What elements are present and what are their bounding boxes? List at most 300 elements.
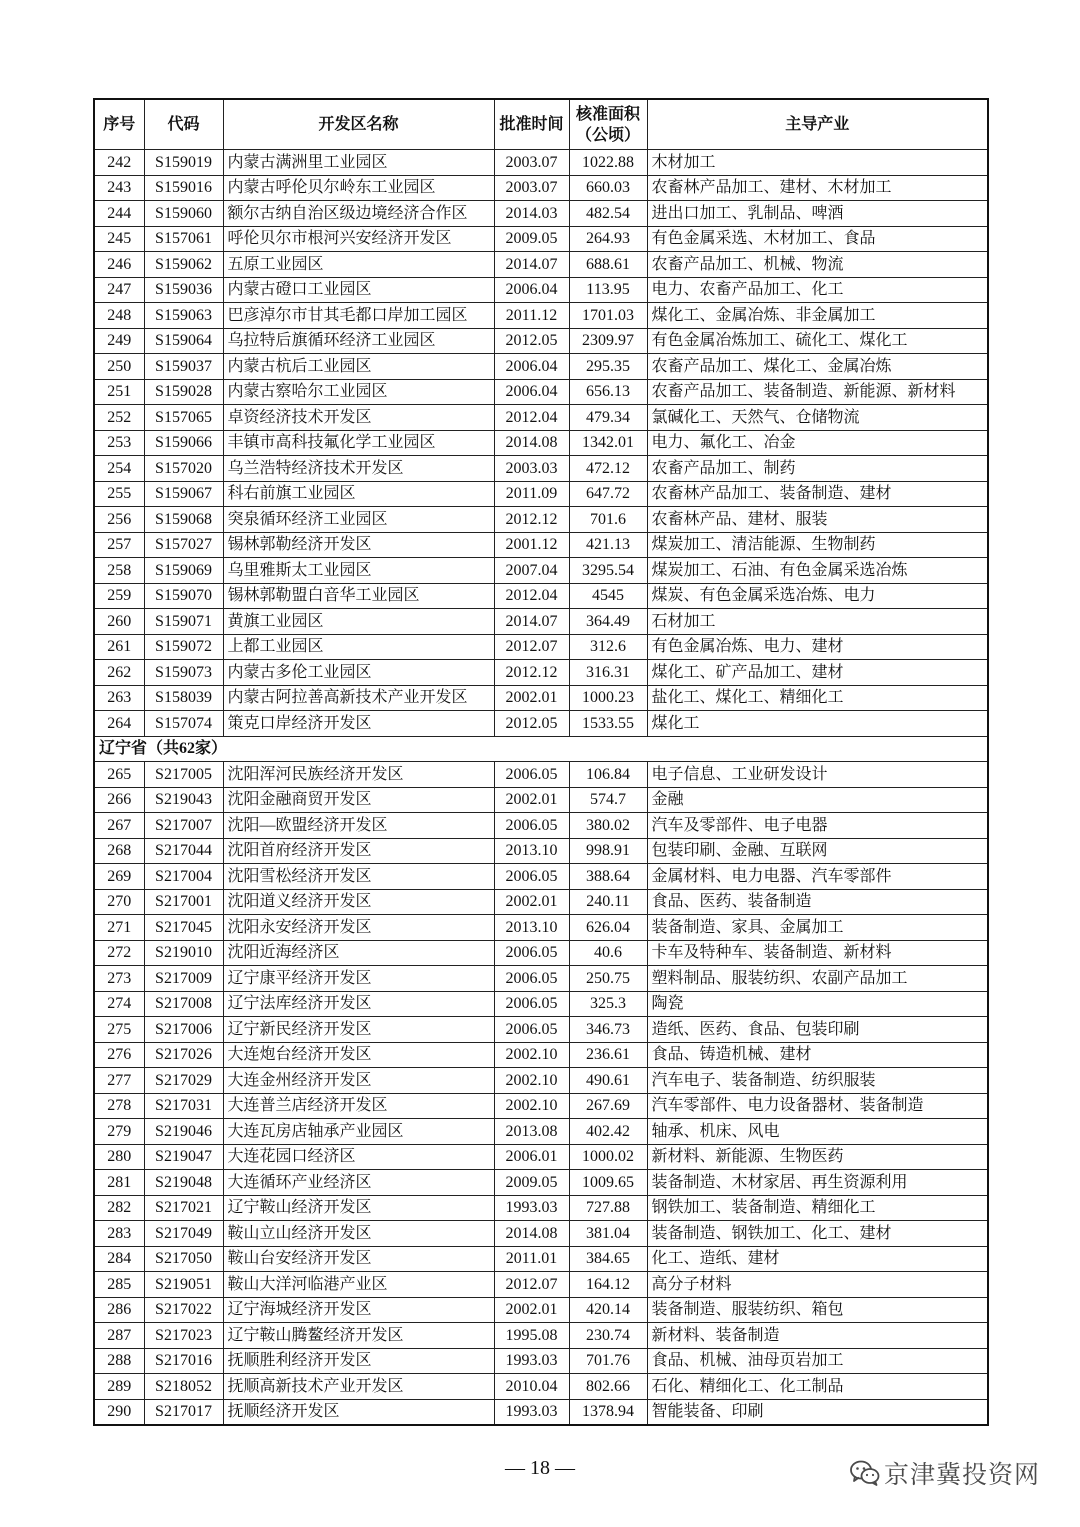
- table-row: [94, 660, 988, 686]
- cell-area: 3295.54: [569, 558, 647, 584]
- cell-industry: 农畜林产品、建材、服装: [647, 507, 988, 533]
- cell-area: 701.76: [569, 1348, 647, 1374]
- cell-approval-date: 2006.05: [494, 991, 569, 1017]
- table-row: [94, 1246, 988, 1272]
- cell-code: S219010: [144, 940, 223, 966]
- cell-area: 2309.97: [569, 328, 647, 354]
- cell-seq: 271: [94, 915, 144, 941]
- table-row: [94, 583, 988, 609]
- cell-seq: 290: [94, 1399, 144, 1425]
- header-area-line1: 核准面积: [575, 105, 640, 123]
- table-row: [94, 226, 988, 252]
- cell-area: 113.95: [569, 277, 647, 303]
- cell-zone-name: 沈阳近海经济区: [223, 940, 494, 966]
- cell-industry: 电力、农畜产品加工、化工: [647, 277, 988, 303]
- table-row: [94, 787, 988, 813]
- table-row: [94, 252, 988, 278]
- cell-seq: 289: [94, 1374, 144, 1400]
- cell-industry: 农畜产品加工、装备制造、新能源、新材料: [647, 379, 988, 405]
- cell-code: S217004: [144, 864, 223, 890]
- cell-seq: 256: [94, 507, 144, 533]
- watermark: [850, 1455, 1040, 1491]
- cell-seq: 283: [94, 1221, 144, 1247]
- cell-seq: 246: [94, 252, 144, 278]
- cell-code: S159070: [144, 583, 223, 609]
- cell-code: S159063: [144, 303, 223, 329]
- cell-industry: 石化、精细化工、化工制品: [647, 1374, 988, 1400]
- cell-industry: 木材加工: [647, 150, 988, 176]
- cell-industry: 煤化工、矿产品加工、建材: [647, 660, 988, 686]
- cell-seq: 267: [94, 813, 144, 839]
- cell-area: 482.54: [569, 201, 647, 227]
- cell-area: 1533.55: [569, 711, 647, 737]
- table-row: [94, 813, 988, 839]
- cell-zone-name: 辽宁法库经济开发区: [223, 991, 494, 1017]
- cell-area: 106.84: [569, 762, 647, 788]
- cell-area: 490.61: [569, 1068, 647, 1094]
- cell-area: 325.3: [569, 991, 647, 1017]
- table-row: [94, 354, 988, 380]
- table-row: [94, 711, 988, 737]
- table-row: [94, 966, 988, 992]
- table-row: [94, 864, 988, 890]
- table-row: [94, 634, 988, 660]
- cell-seq: 278: [94, 1093, 144, 1119]
- cell-zone-name: 辽宁海城经济开发区: [223, 1297, 494, 1323]
- cell-industry: 煤化工、金属冶炼、非金属加工: [647, 303, 988, 329]
- cell-approval-date: 2013.10: [494, 838, 569, 864]
- cell-zone-name: 内蒙古呼伦贝尔岭东工业园区: [223, 175, 494, 201]
- table-row: [94, 1119, 988, 1145]
- table-row: [94, 762, 988, 788]
- cell-approval-date: 2009.05: [494, 226, 569, 252]
- table-row: [94, 175, 988, 201]
- cell-area: 656.13: [569, 379, 647, 405]
- cell-zone-name: 辽宁新民经济开发区: [223, 1017, 494, 1043]
- cell-seq: 258: [94, 558, 144, 584]
- cell-zone-name: 沈阳—欧盟经济开发区: [223, 813, 494, 839]
- cell-seq: 277: [94, 1068, 144, 1094]
- cell-industry: 进出口加工、乳制品、啤酒: [647, 201, 988, 227]
- cell-zone-name: 抚顺高新技术产业开发区: [223, 1374, 494, 1400]
- cell-seq: 254: [94, 456, 144, 482]
- cell-approval-date: 2006.04: [494, 354, 569, 380]
- cell-industry: 新材料、装备制造: [647, 1323, 988, 1349]
- cell-approval-date: 2006.05: [494, 940, 569, 966]
- cell-zone-name: 乌兰浩特经济技术开发区: [223, 456, 494, 482]
- cell-zone-name: 乌里雅斯太工业园区: [223, 558, 494, 584]
- cell-area: 802.66: [569, 1374, 647, 1400]
- table-row: [94, 481, 988, 507]
- cell-zone-name: 鞍山大洋河临港产业区: [223, 1272, 494, 1298]
- table-row: [94, 201, 988, 227]
- cell-approval-date: 2002.10: [494, 1093, 569, 1119]
- cell-seq: 284: [94, 1246, 144, 1272]
- cell-approval-date: 2006.04: [494, 277, 569, 303]
- cell-industry: 装备制造、家具、金属加工: [647, 915, 988, 941]
- cell-industry: 有色金属冶炼、电力、建材: [647, 634, 988, 660]
- table-row: [94, 915, 988, 941]
- cell-code: S219048: [144, 1170, 223, 1196]
- cell-industry: 汽车及零部件、电子电器: [647, 813, 988, 839]
- cell-zone-name: 鞍山台安经济开发区: [223, 1246, 494, 1272]
- cell-zone-name: 额尔古纳自治区级边境经济合作区: [223, 201, 494, 227]
- cell-area: 316.31: [569, 660, 647, 686]
- cell-zone-name: 辽宁鞍山腾鳌经济开发区: [223, 1323, 494, 1349]
- cell-area: 267.69: [569, 1093, 647, 1119]
- watermark-text: 京津冀投资网: [884, 1460, 1041, 1489]
- cell-industry: 造纸、医药、食品、包装印刷: [647, 1017, 988, 1043]
- cell-area: 660.03: [569, 175, 647, 201]
- cell-zone-name: 巴彦淖尔市甘其毛都口岸加工园区: [223, 303, 494, 329]
- cell-approval-date: 2002.01: [494, 1297, 569, 1323]
- cell-code: S217022: [144, 1297, 223, 1323]
- table-row: [94, 1399, 988, 1425]
- cell-seq: 243: [94, 175, 144, 201]
- cell-seq: 273: [94, 966, 144, 992]
- cell-area: 250.75: [569, 966, 647, 992]
- cell-code: S217023: [144, 1323, 223, 1349]
- cell-seq: 272: [94, 940, 144, 966]
- cell-zone-name: 大连循环产业经济区: [223, 1170, 494, 1196]
- cell-area: 295.35: [569, 354, 647, 380]
- cell-approval-date: 1995.08: [494, 1323, 569, 1349]
- table-row: [94, 1093, 988, 1119]
- cell-industry: 食品、铸造机械、建材: [647, 1042, 988, 1068]
- cell-code: S217009: [144, 966, 223, 992]
- cell-code: S159016: [144, 175, 223, 201]
- header-seq: 序号: [94, 99, 144, 150]
- cell-approval-date: 2007.04: [494, 558, 569, 584]
- cell-area: 364.49: [569, 609, 647, 635]
- table-row: [94, 1017, 988, 1043]
- header-date: 批准时间: [494, 99, 569, 150]
- cell-code: S217005: [144, 762, 223, 788]
- cell-industry: 轴承、机床、风电: [647, 1119, 988, 1145]
- cell-code: S159062: [144, 252, 223, 278]
- table-row: [94, 558, 988, 584]
- cell-approval-date: 2012.05: [494, 711, 569, 737]
- cell-zone-name: 内蒙古磴口工业园区: [223, 277, 494, 303]
- cell-approval-date: 2014.03: [494, 201, 569, 227]
- cell-seq: 262: [94, 660, 144, 686]
- cell-approval-date: 2012.12: [494, 660, 569, 686]
- cell-area: 1378.94: [569, 1399, 647, 1425]
- cell-industry: 汽车零部件、电力设备器材、装备制造: [647, 1093, 988, 1119]
- cell-zone-name: 锡林郭勒盟白音华工业园区: [223, 583, 494, 609]
- cell-zone-name: 大连普兰店经济开发区: [223, 1093, 494, 1119]
- cell-code: S219047: [144, 1144, 223, 1170]
- development-zone-table: [93, 98, 989, 1426]
- cell-seq: 287: [94, 1323, 144, 1349]
- cell-area: 346.73: [569, 1017, 647, 1043]
- cell-code: S217007: [144, 813, 223, 839]
- table-row: [94, 507, 988, 533]
- table-row: [94, 609, 988, 635]
- cell-area: 236.61: [569, 1042, 647, 1068]
- table-row: [94, 1323, 988, 1349]
- cell-code: S159073: [144, 660, 223, 686]
- cell-seq: 280: [94, 1144, 144, 1170]
- table-row: [94, 889, 988, 915]
- cell-code: S158039: [144, 685, 223, 711]
- table-row: [94, 1195, 988, 1221]
- cell-approval-date: 2012.12: [494, 507, 569, 533]
- cell-industry: 农畜产品加工、煤化工、金属冶炼: [647, 354, 988, 380]
- cell-seq: 266: [94, 787, 144, 813]
- cell-industry: 金融: [647, 787, 988, 813]
- cell-seq: 252: [94, 405, 144, 431]
- cell-code: S159060: [144, 201, 223, 227]
- cell-code: S157065: [144, 405, 223, 431]
- cell-industry: 钢铁加工、装备制造、精细化工: [647, 1195, 988, 1221]
- cell-industry: 电力、氟化工、冶金: [647, 430, 988, 456]
- table-row: [94, 277, 988, 303]
- cell-area: 381.04: [569, 1221, 647, 1247]
- cell-seq: 261: [94, 634, 144, 660]
- cell-approval-date: 2011.09: [494, 481, 569, 507]
- cell-approval-date: 2002.01: [494, 787, 569, 813]
- cell-code: S157027: [144, 532, 223, 558]
- cell-seq: 281: [94, 1170, 144, 1196]
- table-row: [94, 1374, 988, 1400]
- cell-approval-date: 2003.03: [494, 456, 569, 482]
- table-row: [94, 1221, 988, 1247]
- cell-seq: 251: [94, 379, 144, 405]
- cell-industry: 智能装备、印刷: [647, 1399, 988, 1425]
- cell-zone-name: 沈阳浑河民族经济开发区: [223, 762, 494, 788]
- cell-industry: 农畜产品加工、机械、物流: [647, 252, 988, 278]
- table-row: [94, 1042, 988, 1068]
- cell-approval-date: 2011.01: [494, 1246, 569, 1272]
- cell-zone-name: 内蒙古杭后工业园区: [223, 354, 494, 380]
- cell-approval-date: 2012.05: [494, 328, 569, 354]
- cell-area: 472.12: [569, 456, 647, 482]
- table-row: [94, 1297, 988, 1323]
- cell-approval-date: 2014.08: [494, 1221, 569, 1247]
- table-row: [94, 1272, 988, 1298]
- cell-approval-date: 2013.08: [494, 1119, 569, 1145]
- cell-seq: 253: [94, 430, 144, 456]
- cell-seq: 259: [94, 583, 144, 609]
- cell-seq: 257: [94, 532, 144, 558]
- cell-zone-name: 沈阳道义经济开发区: [223, 889, 494, 915]
- cell-code: S217017: [144, 1399, 223, 1425]
- cell-approval-date: 1993.03: [494, 1348, 569, 1374]
- cell-zone-name: 锡林郭勒经济开发区: [223, 532, 494, 558]
- cell-area: 4545: [569, 583, 647, 609]
- cell-zone-name: 大连花园口经济区: [223, 1144, 494, 1170]
- header-area-line2: （公顷）: [575, 126, 640, 144]
- cell-approval-date: 2003.07: [494, 175, 569, 201]
- cell-industry: 汽车电子、装备制造、纺织服装: [647, 1068, 988, 1094]
- cell-zone-name: 沈阳首府经济开发区: [223, 838, 494, 864]
- cell-code: S219051: [144, 1272, 223, 1298]
- cell-area: 727.88: [569, 1195, 647, 1221]
- cell-approval-date: 2001.12: [494, 532, 569, 558]
- cell-zone-name: 沈阳永安经济开发区: [223, 915, 494, 941]
- cell-code: S217044: [144, 838, 223, 864]
- cell-industry: 盐化工、煤化工、精细化工: [647, 685, 988, 711]
- table-row: [94, 1348, 988, 1374]
- table-header-row: [94, 99, 988, 150]
- cell-approval-date: 2011.12: [494, 303, 569, 329]
- cell-code: S217045: [144, 915, 223, 941]
- cell-seq: 279: [94, 1119, 144, 1145]
- cell-area: 402.42: [569, 1119, 647, 1145]
- cell-code: S157061: [144, 226, 223, 252]
- cell-code: S159037: [144, 354, 223, 380]
- cell-industry: 有色金属采选、木材加工、食品: [647, 226, 988, 252]
- table-row: [94, 1068, 988, 1094]
- header-name: 开发区名称: [223, 99, 494, 150]
- cell-code: S159072: [144, 634, 223, 660]
- cell-industry: 农畜林产品加工、建材、木材加工: [647, 175, 988, 201]
- section-title: 辽宁省（共62家）: [94, 736, 988, 762]
- cell-seq: 264: [94, 711, 144, 737]
- cell-seq: 263: [94, 685, 144, 711]
- cell-zone-name: 辽宁鞍山经济开发区: [223, 1195, 494, 1221]
- cell-industry: 农畜产品加工、制药: [647, 456, 988, 482]
- cell-seq: 265: [94, 762, 144, 788]
- cell-zone-name: 黄旗工业园区: [223, 609, 494, 635]
- table-body: [94, 150, 988, 1425]
- cell-approval-date: 2006.05: [494, 864, 569, 890]
- cell-seq: 248: [94, 303, 144, 329]
- cell-seq: 242: [94, 150, 144, 176]
- cell-zone-name: 五原工业园区: [223, 252, 494, 278]
- cell-approval-date: 2014.07: [494, 252, 569, 278]
- cell-area: 420.14: [569, 1297, 647, 1323]
- cell-area: 240.11: [569, 889, 647, 915]
- cell-code: S217029: [144, 1068, 223, 1094]
- cell-code: S217006: [144, 1017, 223, 1043]
- cell-code: S157020: [144, 456, 223, 482]
- cell-code: S159028: [144, 379, 223, 405]
- cell-code: S218052: [144, 1374, 223, 1400]
- cell-code: S219046: [144, 1119, 223, 1145]
- cell-zone-name: 内蒙古满洲里工业园区: [223, 150, 494, 176]
- cell-area: 626.04: [569, 915, 647, 941]
- cell-area: 1000.02: [569, 1144, 647, 1170]
- cell-industry: 石材加工: [647, 609, 988, 635]
- cell-seq: 269: [94, 864, 144, 890]
- cell-seq: 274: [94, 991, 144, 1017]
- table-row: [94, 303, 988, 329]
- header-industry: 主导产业: [647, 99, 988, 150]
- cell-code: S217049: [144, 1221, 223, 1247]
- table-row: [94, 532, 988, 558]
- cell-industry: 煤炭加工、清洁能源、生物制药: [647, 532, 988, 558]
- cell-approval-date: 2006.05: [494, 813, 569, 839]
- cell-industry: 塑料制品、服装纺织、农副产品加工: [647, 966, 988, 992]
- cell-area: 164.12: [569, 1272, 647, 1298]
- cell-code: S159068: [144, 507, 223, 533]
- cell-industry: 煤化工: [647, 711, 988, 737]
- cell-code: S159064: [144, 328, 223, 354]
- cell-industry: 金属材料、电力电器、汽车零部件: [647, 864, 988, 890]
- cell-area: 384.65: [569, 1246, 647, 1272]
- cell-industry: 高分子材料: [647, 1272, 988, 1298]
- cell-seq: 285: [94, 1272, 144, 1298]
- cell-code: S217008: [144, 991, 223, 1017]
- cell-zone-name: 沈阳雪松经济开发区: [223, 864, 494, 890]
- table-row: [94, 1144, 988, 1170]
- cell-area: 688.61: [569, 252, 647, 278]
- cell-zone-name: 抚顺胜利经济开发区: [223, 1348, 494, 1374]
- cell-code: S159071: [144, 609, 223, 635]
- cell-seq: 275: [94, 1017, 144, 1043]
- cell-code: S157074: [144, 711, 223, 737]
- cell-seq: 276: [94, 1042, 144, 1068]
- cell-approval-date: 2002.01: [494, 889, 569, 915]
- cell-code: S217001: [144, 889, 223, 915]
- cell-area: 1009.65: [569, 1170, 647, 1196]
- cell-approval-date: 1993.03: [494, 1399, 569, 1425]
- cell-area: 1342.01: [569, 430, 647, 456]
- cell-approval-date: 2006.05: [494, 762, 569, 788]
- cell-seq: 260: [94, 609, 144, 635]
- cell-approval-date: 2012.07: [494, 634, 569, 660]
- table-row: [94, 838, 988, 864]
- cell-zone-name: 大连瓦房店轴承产业园区: [223, 1119, 494, 1145]
- table-row: [94, 685, 988, 711]
- page-number: — 18 —: [505, 1457, 575, 1479]
- cell-industry: 包装印刷、金融、互联网: [647, 838, 988, 864]
- cell-approval-date: 2006.05: [494, 1017, 569, 1043]
- cell-seq: 250: [94, 354, 144, 380]
- cell-code: S217021: [144, 1195, 223, 1221]
- cell-approval-date: 2002.01: [494, 685, 569, 711]
- cell-zone-name: 大连金州经济开发区: [223, 1068, 494, 1094]
- cell-approval-date: 2014.07: [494, 609, 569, 635]
- cell-code: S159019: [144, 150, 223, 176]
- table-row: [94, 1170, 988, 1196]
- cell-industry: 陶瓷: [647, 991, 988, 1017]
- cell-industry: 装备制造、木材家居、再生资源利用: [647, 1170, 988, 1196]
- table-row: [94, 405, 988, 431]
- table-row: [94, 379, 988, 405]
- cell-seq: 270: [94, 889, 144, 915]
- cell-seq: 245: [94, 226, 144, 252]
- table-row: [94, 150, 988, 176]
- cell-zone-name: 抚顺经济开发区: [223, 1399, 494, 1425]
- cell-industry: 煤炭、有色金属采选冶炼、电力: [647, 583, 988, 609]
- cell-area: 40.6: [569, 940, 647, 966]
- cell-area: 388.64: [569, 864, 647, 890]
- cell-zone-name: 科右前旗工业园区: [223, 481, 494, 507]
- cell-area: 647.72: [569, 481, 647, 507]
- cell-zone-name: 内蒙古察哈尔工业园区: [223, 379, 494, 405]
- table-row: [94, 430, 988, 456]
- table-row: [94, 940, 988, 966]
- cell-industry: 有色金属冶炼加工、硫化工、煤化工: [647, 328, 988, 354]
- cell-seq: 288: [94, 1348, 144, 1374]
- cell-approval-date: 2003.07: [494, 150, 569, 176]
- cell-approval-date: 2012.07: [494, 1272, 569, 1298]
- cell-code: S217031: [144, 1093, 223, 1119]
- section-row: [94, 736, 988, 762]
- cell-area: 574.7: [569, 787, 647, 813]
- cell-industry: 卡车及特种车、装备制造、新材料: [647, 940, 988, 966]
- cell-code: S217016: [144, 1348, 223, 1374]
- cell-zone-name: 突泉循环经济工业园区: [223, 507, 494, 533]
- cell-area: 1022.88: [569, 150, 647, 176]
- cell-zone-name: 丰镇市高科技氟化学工业园区: [223, 430, 494, 456]
- cell-zone-name: 内蒙古阿拉善高新技术产业开发区: [223, 685, 494, 711]
- cell-zone-name: 辽宁康平经济开发区: [223, 966, 494, 992]
- cell-seq: 282: [94, 1195, 144, 1221]
